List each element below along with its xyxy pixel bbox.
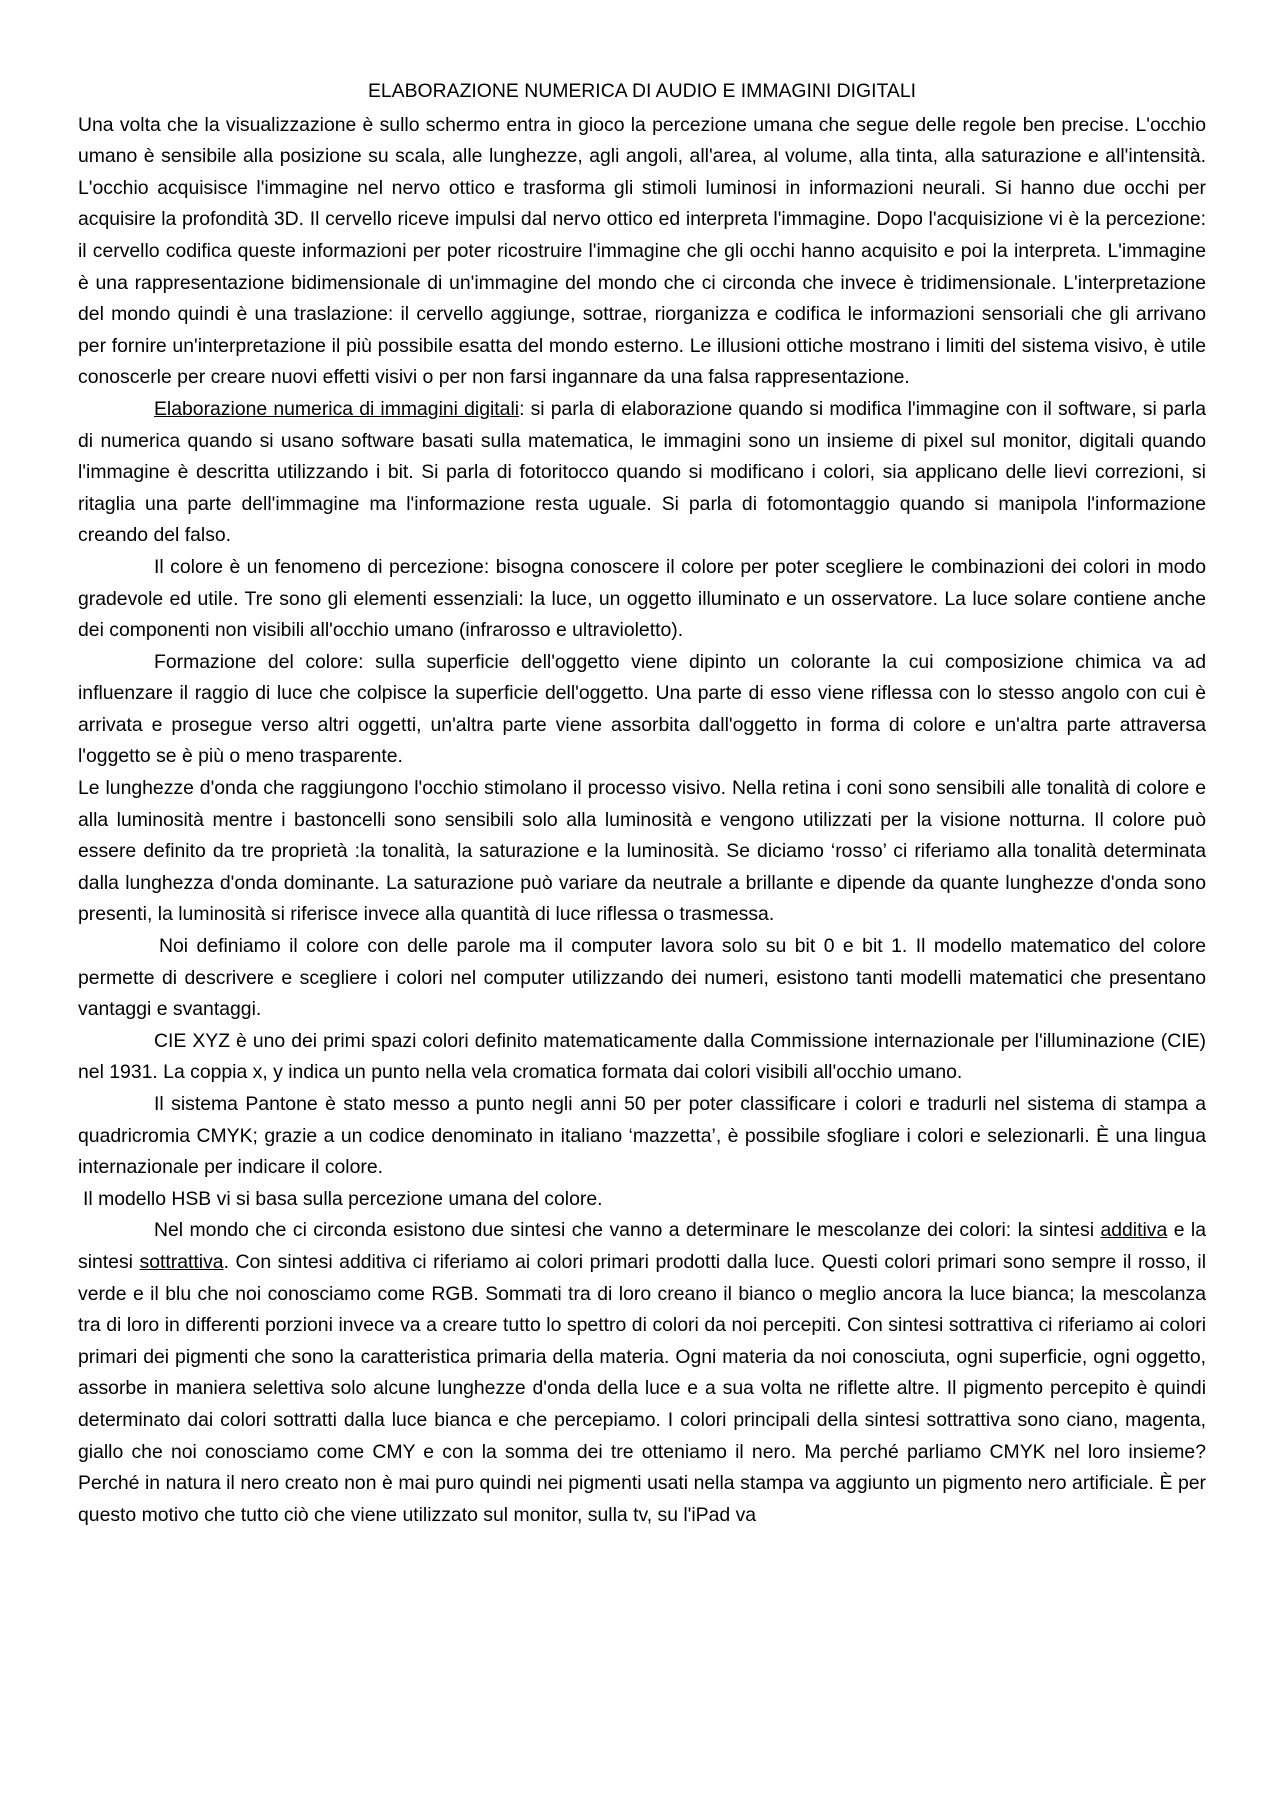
paragraph-wavelengths: Le lunghezze d'onda che raggiungono l'occhio stimolano il processo visivo. Nella retina i coni sono sensibili alle tonalità di colore e alla luminosità mentre i bastoncelli sono sensibili solo alla luminosità e vengono utilizzati per la visione notturna. Il colore può essere definito da tre proprietà :la tonalità, la saturazione e la luminosità. Se diciamo ‘rosso’ ci riferiamo alla tonalità determinata dalla lunghezza d'onda dominante. La saturazione può variare da neutrale a brillante e dipende da quante lunghezze d'onda sono presenti, la luminosità si riferisce invece alla quantità di luce riflessa o trasmessa. <box>78 777 1206 926</box>
paragraph-synthesis-part-a: Nel mondo che ci circonda esistono due sintesi che vanno a determinare le mescolanze dei colori: la sintesi <box>154 1219 1101 1242</box>
paragraph-perception: Una volta che la visualizzazione è sullo schermo entra in gioco la percezione umana che segue delle regole ben precise. L'occhio umano è sensibile alla posizione su scala, alle lunghezze, agli angoli, all'area, al volume, alla tinta, alla saturazione e all'intensità. L'occhio acquisisce l'immagine nel nervo ottico e trasforma gli stimoli luminosi in informazioni neurali. Si hanno due occhi per acquisire la profondità 3D. Il cervello riceve impulsi dal nervo ottico ed interpreta l'immagine. Dopo l'acquisizione vi è la percezione: il cervello codifica queste informazioni per poter ricostruire l'immagine che gli occhi hanno acquisito e poi la interpreta. L'immagine è una rappresentazione bidimensionale di un'immagine del mondo che ci circonda che invece è tridimensionale. L'interpretazione del mondo quindi è una traslazione: il cervello aggiunge, sottrae, riorganizza e codifica le informazioni sensoriali che gli arrivano per fornire un'interpretazione il più possibile esatta del mondo esterno. Le illusioni ottiche mostrano i limiti del sistema visivo, è utile conoscerle per creare nuovi effetti visivi o per non farsi ingannare da una falsa rappresentazione. <box>78 113 1206 389</box>
paragraph-color-formation: Formazione del colore: sulla superficie dell'oggetto viene dipinto un colorante la cui composizione chimica va ad influenzare il raggio di luce che colpisce la superficie dell'oggetto. Una parte di esso viene riflessa con lo stesso angolo con cui è arrivata e prosegue verso altri oggetti, un'altra parte viene assorbita dall'oggetto in forma di colore e un'altra parte attraversa l'oggetto se è più o meno trasparente. <box>78 650 1206 768</box>
paragraph-numeric-processing <box>78 394 1206 552</box>
paragraph-cie-xyz: CIE XYZ è uno dei primi spazi colori definito matematicamente dalla Commissione internazionale per l'illuminazione (CIE) nel 1931. La coppia x, y indica un punto nella vela cromatica formata dai colori visibili all'occhio umano. <box>78 1029 1206 1084</box>
paragraph-color-model: Noi definiamo il colore con delle parole ma il computer lavora solo su bit 0 e bit 1. Il modello matematico del colore permette di descrivere e scegliere i colori nel computer utilizzando dei numeri, esistono tanti modelli matematici che presentano vantaggi e svantaggi. <box>78 935 1206 1021</box>
term-sottrattiva: sottrattiva <box>139 1250 224 1273</box>
section-heading-numeric-processing: Elaborazione numerica di immagini digitali <box>154 397 520 420</box>
paragraph-synthesis-part-b: e la sintesi <box>78 1219 1206 1273</box>
paragraph-numeric-processing-body: : si parla di elaborazione quando si modifica l'immagine con il software, si parla di numerica quando si usano software basati sulla matematica, le immagini sono un insieme di pixel sul monitor, digitali quando l'immagine è descritta utilizzando i bit. Si parla di fotoritocco quando si modificano i colori, sia applicano delle lievi correzioni, si ritaglia una parte dell'immagine ma l'informazione resta uguale. Si parla di fotomontaggio quando si manipola l'informazione creando del falso. <box>78 397 1207 547</box>
document-title: ELABORAZIONE NUMERICA DI AUDIO E IMMAGINI DIGITALI <box>367 80 917 102</box>
document-body <box>78 76 1206 1531</box>
paragraph-synthesis <box>78 1215 1206 1531</box>
paragraph-pantone: Il sistema Pantone è stato messo a punto negli anni 50 per poter classificare i colori e tradurli nel sistema di stampa a quadricromia CMYK; grazie a un codice denominato in italiano ‘mazzetta’, è possibile sfogliare i colori e selezionarli. È una lingua internazionale per indicare il colore. <box>78 1093 1206 1179</box>
paragraph-hsb: Il modello HSB vi si basa sulla percezione umana del colore. <box>83 1187 603 1210</box>
paragraph-synthesis-part-c: . Con sintesi additiva ci riferiamo ai colori primari prodotti dalla luce. Questi colori primari sono sempre il rosso, il verde e il blu che noi conosciamo come RGB. Sommati tra di loro creano il bianco o meglio ancora la luce bianca; la mescolanza tra di loro in differenti porzioni invece va a creare tutto lo spettro di colori da noi percepiti. Con sintesi sottrattiva ci riferiamo ai colori primari dei pigmenti che sono la caratteristica primaria della materia. Ogni materia da noi conosciuta, ogni superficie, ogni oggetto, assorbe in maniera selettiva solo alcune lunghezze d'onda della luce e a sua volta ne riflette altre. Il pigmento percepito è quindi determinato dai colori sottratti dalla luce bianca e che percepiamo. I colori principali della sintesi sottrattiva sono ciano, magenta, giallo che noi conosciamo come CMY e con la somma dei tre otteniamo il nero. Ma perché parliamo CMYK nel loro insieme? Perché in natura il nero creato non è mai puro quindi nei pigmenti usati nella stampa va aggiunto un pigmento nero artificiale. È per questo motivo che tutto ciò che viene utilizzato sul monitor, sulla tv, su l'iPad va <box>78 1250 1206 1526</box>
paragraph-color-perception: Il colore è un fenomeno di percezione: bisogna conoscere il colore per poter scegliere le combinazioni dei colori in modo gradevole ed utile. Tre sono gli elementi essenziali: la luce, un oggetto illuminato e un osservatore. La luce solare contiene anche dei componenti non visibili all'occhio umano (infrarosso e ultravioletto). <box>78 555 1206 642</box>
term-additiva: additiva <box>1100 1219 1168 1242</box>
